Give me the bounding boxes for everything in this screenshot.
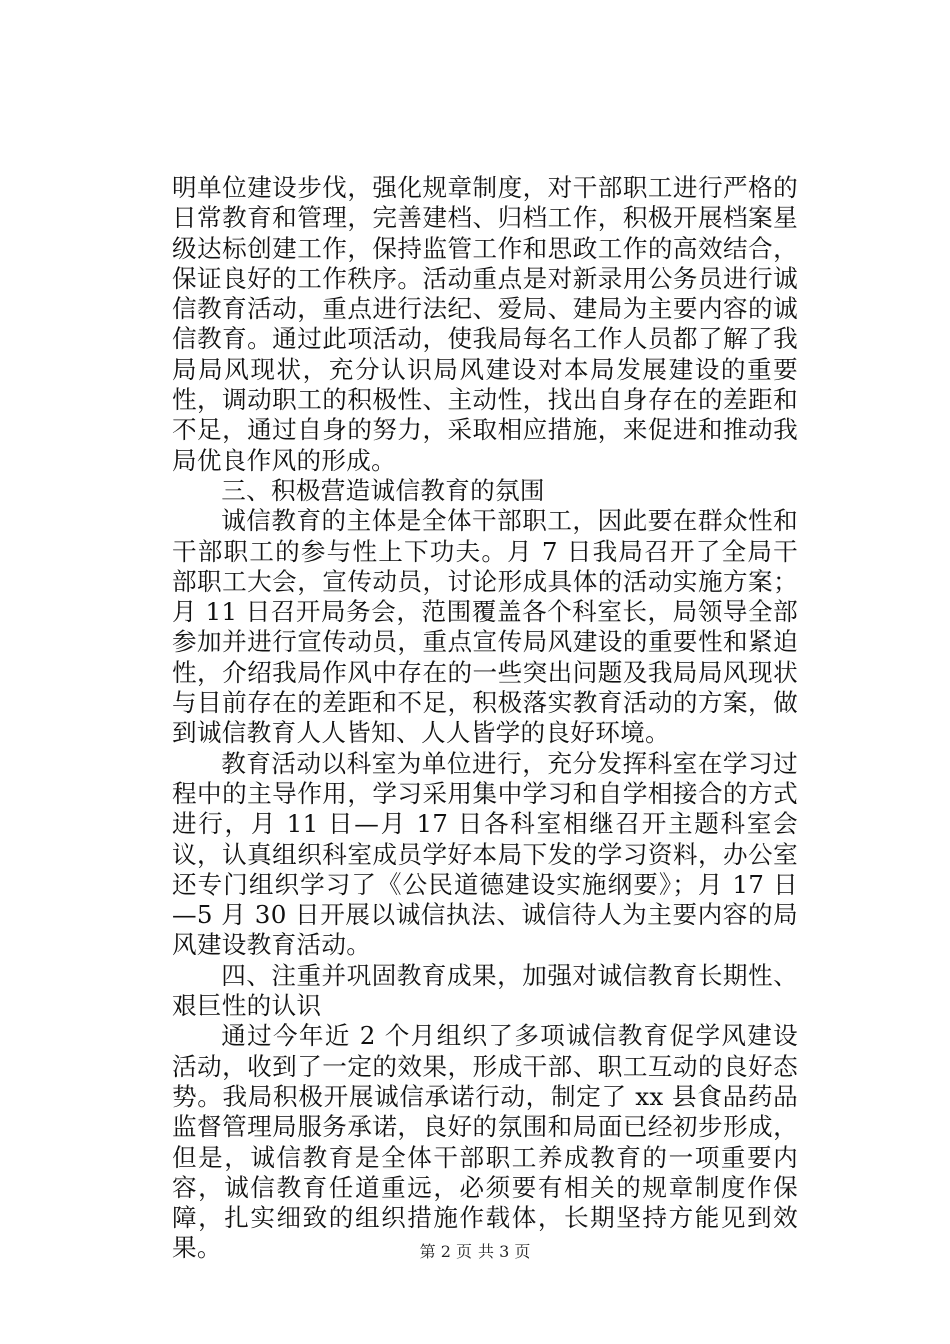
section-heading-3: 三、积极营造诚信教育的氛围 (221, 475, 545, 505)
page-footer (0, 1242, 950, 1262)
section-heading-4: 四、注重并巩固教育成果，加强对诚信教育长期性、艰巨性的认识 (172, 960, 798, 1021)
paragraph-continuation: 明单位建设步伐，强化规章制度，对干部职工进行严格的日常教育和管理，完善建档、归档工作，积极开展档案星级达标创建工作，保持监管工作和思政工作的高效结合，保证良好的工作秩序。活动重点是对新录用公务员进行诚信教育活动，重点进行法纪、爱局、建局为主要内容的诚信教育。通过此项活动，使我局每名工作人员都了解了我局局风现状，充分认识局风建设对本局发展建设的重要性，调动职工的积极性、主动性，找出自身存在的差距和不足，通过自身的努力，采取相应措施，来促进和推动我局优良作风的形成。 (172, 173, 798, 475)
paragraph: 通过今年近 2 个月组织了多项诚信教育促学风建设活动，收到了一定的效果，形成干部、职工互动的良好态势。我局积极开展诚信承诺行动，制定了 xx 县食品药品监督管理局服务承诺，良好的氛围和局面已经初步形成，但是，诚信教育是全体干部职工养成教育的一项重要内容，诚信教育任道重远，必须要有相关的规章制度作保障，扎实细致的组织措施作载体，长期坚持方能见到效果。 (172, 1021, 798, 1263)
page-number: 第 2 页 (419, 1242, 472, 1261)
paragraph: 诚信教育的主体是全体干部职工，因此要在群众性和干部职工的参与性上下功夫。月 7 日我局召开了全局干部职工大会，宣传动员，讨论形成具体的活动实施方案；月 11 日召开局务会，范围覆盖各个科室长，局领导全部参加并进行宣传动员，重点宣传局风建设的重要性和紧迫性，介绍我局作风中存在的一些突出问题及我局局风现状与目前存在的差距和不足，积极落实教育活动的方案，做到诚信教育人人皆知、人人皆学的良好环境。 (172, 506, 798, 748)
paragraph: 教育活动以科室为单位进行，充分发挥科室在学习过程中的主导作用，学习采用集中学习和自学相接合的方式进行，月 11 日—月 17 日各科室相继召开主题科室会议，认真组织科室成员学好本局下发的学习资料，办公室还专门组织学习了《公民道德建设实施纲要》；月 17 日—5 月 30 日开展以诚信执法、诚信待人为主要内容的局风建设教育活动。 (172, 748, 798, 960)
page-total: 共 3 页 (478, 1242, 531, 1261)
document-body (172, 173, 798, 1264)
